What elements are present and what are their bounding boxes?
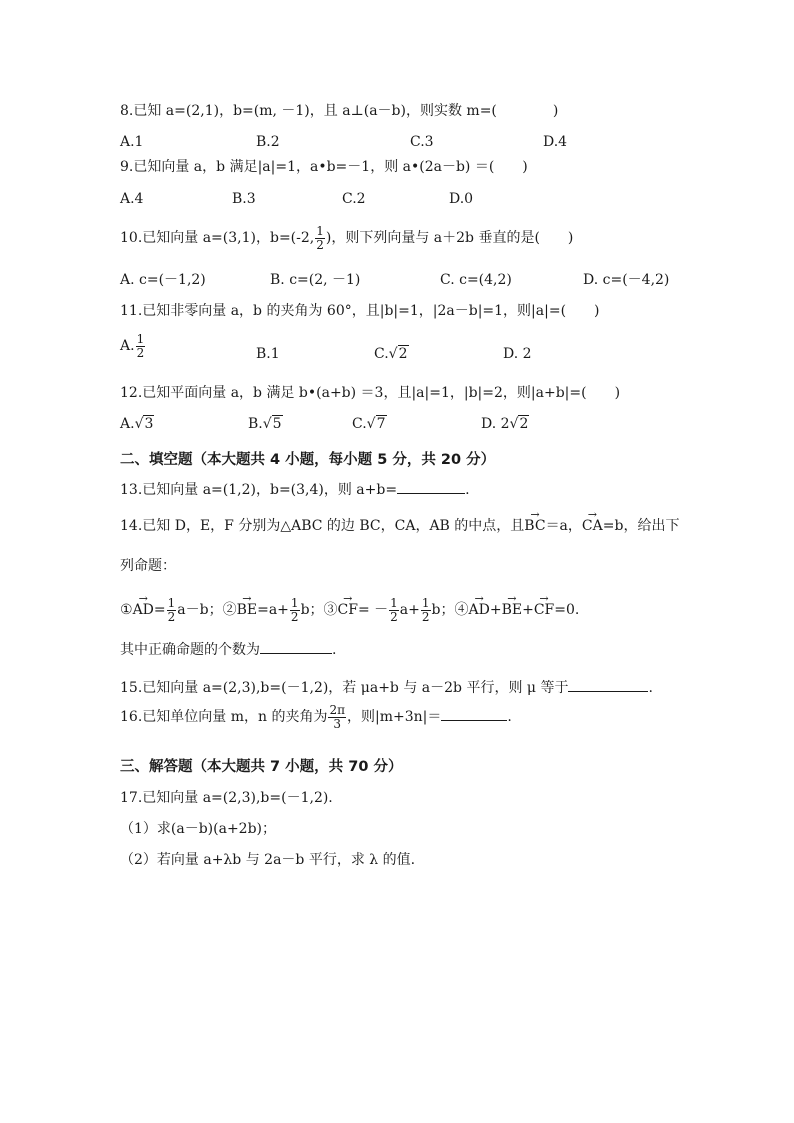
q14-prop4-vector-cf: → CF	[534, 595, 554, 625]
q16-stem-after: ，则|m+3n|＝	[347, 709, 442, 725]
q14-prop1-mark: ①	[120, 602, 133, 618]
q12-option-b-radicand: 5	[272, 416, 282, 432]
q17-part-1: （1）求(a－b)(a+2b)；	[120, 821, 277, 837]
q14-prop3-rest: b；④	[431, 602, 469, 618]
q14-prop2-rest: b；③	[300, 602, 338, 618]
q14-prop2-num: 1	[290, 595, 299, 610]
question-15-stem	[120, 677, 653, 697]
q11-option-c-radicand: 2	[398, 346, 408, 362]
q16-answer-blank	[441, 706, 507, 721]
question-17-stem: 17.已知向量 a=(2,3),b=(－1,2).	[120, 790, 333, 806]
q14-prop4-end: =0.	[554, 602, 580, 618]
q14-prop1-rest: a－b；②	[177, 602, 237, 618]
q15-end: .	[648, 680, 653, 696]
section-2-heading: 二、填空题（本大题共 4 小题，每小题 5 分，共 20 分）	[120, 452, 496, 468]
q13-text: 13.已知向量 a=(1,2)，b=(3,4)，则 a+b=	[120, 482, 398, 498]
q12-option-d	[481, 415, 529, 433]
q12-option-a	[120, 415, 154, 433]
q14-propositions	[120, 595, 579, 625]
q16-frac-den: 3	[328, 717, 346, 731]
q14-prop2-den: 2	[290, 609, 299, 624]
q14-prop1-num: 1	[167, 595, 176, 610]
q14-line2: 列命题：	[120, 558, 176, 574]
q12-option-a-sqrt: √3	[134, 416, 154, 432]
q11-option-c-prefix: C.	[374, 346, 389, 362]
q14-prop3-mid: a+	[399, 602, 420, 618]
q16-fraction	[328, 704, 346, 731]
q14-prop3-num-1: 1	[390, 595, 398, 610]
q12-option-b-prefix: B.	[248, 416, 263, 432]
q8-option-c: C.3	[410, 134, 434, 150]
q14-prop3-num-2: 1	[421, 595, 430, 610]
q14-line4-end: .	[332, 642, 337, 658]
q14-prop1-fraction	[167, 597, 177, 624]
question-9-stem: 9.已知向量 a，b 满足|a|=1，a•b=－1，则 a•(2a－b) ＝( )	[120, 159, 528, 175]
q14-line1: 14.已知 D，E，F 分别为△ABC 的边 BC，CA，AB 的中点，且	[120, 518, 525, 534]
q14-prop4-plus-2: +	[522, 602, 534, 618]
q11-option-a	[120, 331, 146, 361]
q12-option-d-sqrt: √2	[509, 416, 529, 432]
q8-option-a: A.1	[120, 134, 144, 150]
question-13-stem	[120, 479, 470, 499]
q14-prop3-fraction-1	[389, 597, 399, 624]
q14-prop1-eq: =	[153, 602, 166, 618]
q9-option-c: C.2	[342, 191, 366, 207]
q17-part-2: （2）若向量 a+λb 与 2a－b 平行，求 λ 的值.	[120, 852, 416, 868]
q12-option-d-prefix: D. 2	[481, 416, 510, 432]
q12-option-a-prefix: A.	[120, 416, 135, 432]
q9-option-d: D.0	[449, 191, 474, 207]
q10-option-a: A. c=(－1,2)	[120, 272, 206, 288]
q12-option-c-radicand: 7	[376, 416, 386, 432]
q13-end: .	[465, 482, 470, 498]
q9-option-b: B.3	[232, 191, 256, 207]
q10-frac-den: 2	[316, 237, 324, 252]
q14-vector-bc: → BC	[524, 517, 545, 535]
q14-answer-blank	[260, 639, 332, 654]
q12-option-b	[248, 415, 283, 433]
q12-option-a-radicand: 3	[144, 416, 154, 432]
question-10-stem	[120, 224, 573, 252]
q14-eq1: ＝a，	[545, 518, 582, 534]
q10-option-c: C. c=(4,2)	[440, 272, 512, 288]
q10-option-b: B. c=(2, －1)	[270, 272, 361, 288]
q16-stem-before: 16.已知单位向量 m，n 的夹角为	[120, 709, 328, 725]
question-11-stem: 11.已知非零向量 a，b 的夹角为 60°，且|b|=1，|2a－b|=1，则|a|=( )	[120, 303, 600, 319]
q14-eq2: =b，给出下	[602, 518, 680, 534]
q10-stem-after: )，则下列向量与 a＋2b 垂直的是( )	[325, 230, 574, 246]
q14-line4	[120, 639, 336, 659]
q14-prop2-eq: =a+	[257, 602, 289, 618]
q10-option-d: D. c=(－4,2)	[583, 272, 670, 288]
q11-option-a-num: 1	[136, 331, 145, 346]
question-12-stem: 12.已知平面向量 a，b 满足 b•(a+b) ＝3，且|a|=1，|b|=2，则|a+b|=( )	[120, 385, 621, 401]
q14-line4-text: 其中正确命题的个数为	[120, 642, 260, 658]
question-14-stem	[120, 517, 679, 535]
q12-option-b-sqrt: √5	[262, 416, 282, 432]
q11-option-a-den: 2	[136, 345, 145, 360]
q8-option-b: B.2	[256, 134, 280, 150]
q11-option-b: B.1	[256, 346, 280, 362]
q14-prop3-den-2: 2	[421, 609, 430, 624]
q12-option-c	[352, 415, 387, 433]
q11-option-a-fraction	[136, 333, 146, 360]
q10-fraction	[315, 225, 325, 252]
q14-prop3-fraction-2	[421, 597, 431, 624]
question-8-stem: 8.已知 a=(2,1)，b=(m, －1)，且 a⊥(a－b)，则实数 m=( )	[120, 103, 559, 119]
question-16-stem	[120, 702, 512, 732]
q14-prop4-plus-1: +	[489, 602, 502, 618]
q11-option-c-sqrt: √2	[388, 346, 408, 362]
q10-stem-before: 10.已知向量 a=(3,1)，b=(-2,	[120, 230, 315, 246]
q15-text: 15.已知向量 a=(2,3),b=(－1,2)，若 μa+b 与 a－2b 平行，则 μ 等于	[120, 680, 569, 696]
q14-prop3-vector: → CF	[338, 595, 358, 625]
q14-vector-ca: → CA	[582, 517, 603, 535]
q8-option-d: D.4	[543, 134, 568, 150]
q11-option-a-prefix: A.	[120, 338, 135, 354]
section-3-heading: 三、解答题（本大题共 7 小题，共 70 分）	[120, 759, 403, 775]
q12-option-c-prefix: C.	[352, 416, 367, 432]
q14-prop2-vector: → BE	[237, 595, 258, 625]
q14-prop4-vector-be: → BE	[502, 595, 523, 625]
q11-option-d: D. 2	[503, 346, 532, 362]
q14-prop2-fraction	[290, 597, 300, 624]
q16-end: .	[507, 709, 512, 725]
q10-frac-num: 1	[316, 223, 324, 238]
q9-option-a: A.4	[120, 191, 144, 207]
q16-frac-num: 2π	[329, 702, 345, 717]
q13-answer-blank	[397, 479, 465, 494]
q14-prop1-vector: → AD	[133, 595, 154, 625]
q11-option-c	[374, 345, 409, 363]
q14-prop1-den: 2	[167, 609, 176, 624]
q12-option-c-sqrt: √7	[366, 416, 386, 432]
q14-prop3-den-1: 2	[390, 609, 398, 624]
q14-prop4-vector-ad: → AD	[468, 595, 489, 625]
q12-option-d-radicand: 2	[519, 416, 529, 432]
q14-prop3-eq: = －	[357, 602, 389, 618]
q15-answer-blank	[568, 677, 648, 692]
